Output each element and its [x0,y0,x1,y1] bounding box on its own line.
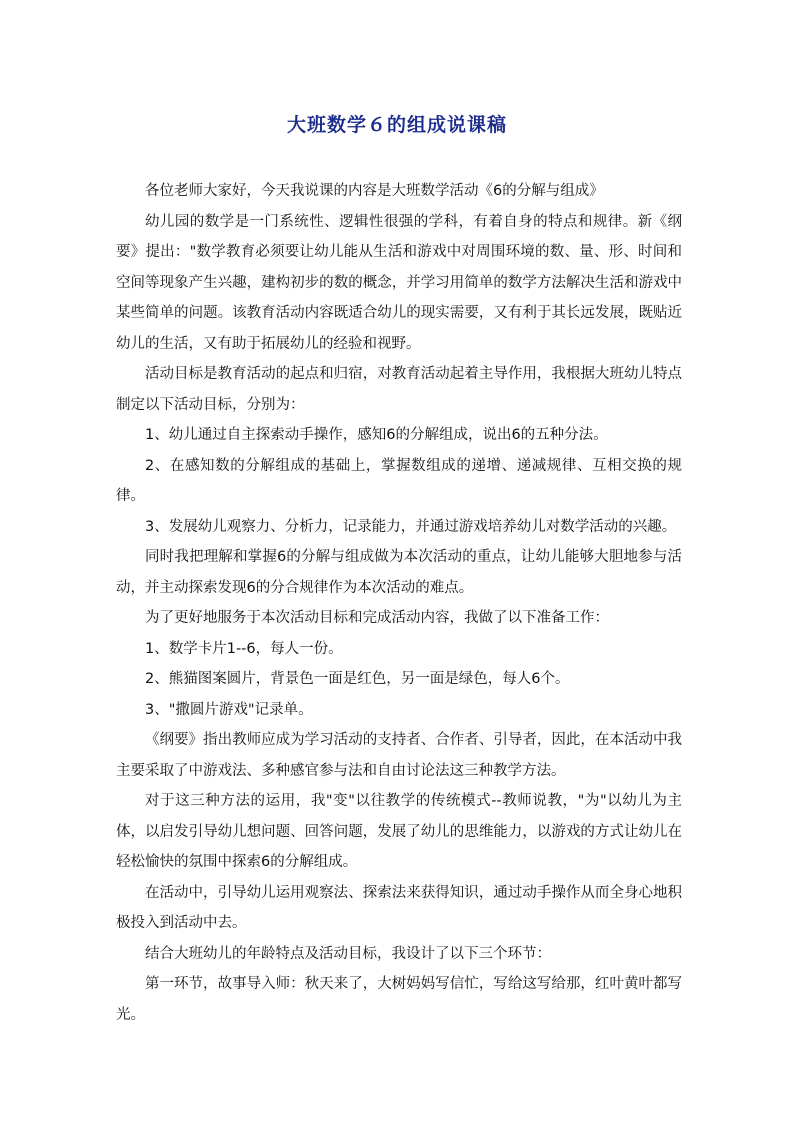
paragraph-methods-usage: 对于这三种方法的运用，我"变"以往教学的传统模式--教师说教，"为"以幼儿为主体，以启发引导幼儿想问题、回答问题，发展了幼儿的思维能力，以游戏的方式让幼儿在轻松愉快的氛围中探索6的分解组成。 [116,793,682,870]
paragraph-preparation-intro: 为了更好地服务于本次活动目标和完成活动内容，我做了以下准备工作： [145,610,609,626]
document-title: 大班数学６的组成说课稿 [286,114,507,136]
paragraph-activity: 在活动中，引导幼儿运用观察法、探索法来获得知识，通过动手操作从而全身心地积极投入到活动中去。 [116,884,682,931]
paragraph-prep-2: 2、熊猫图案圆片，背景色一面是红色，另一面是绿色，每人6个。 [145,671,570,687]
paragraph-key-points: 同时我把理解和掌握6的分解与组成做为本次活动的重点，让幼儿能够大胆地参与活动，并主动探索发现6的分合规律作为本次活动的难点。 [116,549,682,596]
paragraph-goals-intro: 活动目标是教育活动的起点和归宿，对教育活动起着主导作用，我根据大班幼儿特点制定以下活动目标，分别为： [116,366,682,413]
paragraph-goal-1: 1、幼儿通过自主探索动手操作，感知6的分解组成，说出6的五种分法。 [145,427,608,443]
paragraph-stages-intro: 结合大班幼儿的年龄特点及活动目标，我设计了以下三个环节： [145,945,551,962]
paragraph-background: 幼儿园的数学是一门系统性、逻辑性很强的学科，有着自身的特点和规律。新《纲要》提出："数学教育必须要让幼儿能从生活和游戏中对周围环境的数、量、形、时间和空间等现象产生兴趣，建构初步的数的概念，并学习用简单的数学方法解决生活和游戏中某些简单的问题。该教育活动内容既适合幼儿的现实需要，又有利于其长远发展，既贴近幼儿的生活，又有助于拓展幼儿的经验和视野。 [116,213,682,352]
document-body [116,176,682,1030]
paragraph-methods: 《纲要》指出教师应成为学习活动的支持者、合作者、引导者，因此，在本活动中我主要采取了中游戏法、多种感官参与法和自由讨论法这三种教学方法。 [116,732,682,779]
paragraph-goal-2: 2、在感知数的分解组成的基础上，掌握数组成的递增、递减规律、互相交换的规律。 [116,457,682,504]
paragraph-intro: 各位老师大家好，今天我说课的内容是大班数学活动《6的分解与组成》 [145,183,604,199]
paragraph-stage-1: 第一环节，故事导入师：秋天来了，大树妈妈写信忙，写给这写给那，红叶黄叶都写光。 [116,976,682,1023]
paragraph-prep-1: 1、数学卡片1--6，每人一份。 [145,640,343,657]
paragraph-goal-3: 3、发展幼儿观察力、分析力，记录能力，并通过游戏培养幼儿对数学活动的兴趣。 [145,518,677,535]
paragraph-prep-3: 3、"撒圆片游戏"记录单。 [145,701,313,718]
